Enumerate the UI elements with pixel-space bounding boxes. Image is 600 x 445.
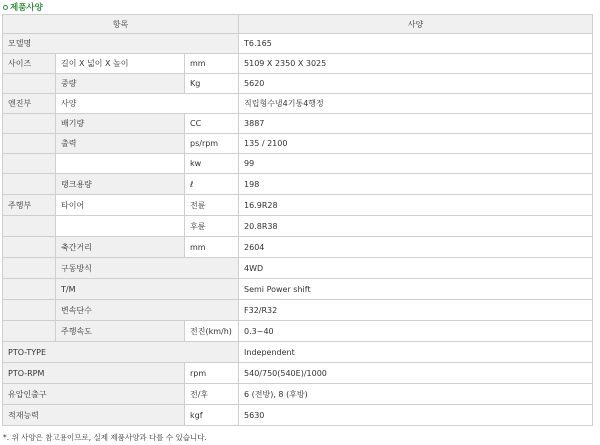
table-row-lift	[3, 405, 593, 426]
size-group-label: 사이즈	[3, 54, 56, 74]
size-label: 길이 X 넓이 X 높이	[56, 54, 185, 74]
engine-group-label: 엔진부	[3, 94, 56, 114]
table-row-output	[3, 134, 593, 154]
drive-value: 4WD	[239, 258, 593, 279]
drive-group-label: 주행부	[3, 195, 56, 216]
empty-cell	[3, 300, 56, 321]
empty-cell	[3, 114, 56, 134]
empty-cell	[3, 279, 56, 300]
header-item: 항목	[3, 15, 239, 34]
table-row-tank	[3, 174, 593, 195]
disclaimer-note: *. 위 사양은 참고용이므로, 실제 제품사양과 다를 수 있습니다.	[3, 433, 207, 442]
spec-table	[2, 14, 593, 426]
empty-cell	[3, 321, 56, 342]
empty-cell	[3, 237, 56, 258]
tank-label: 탱크용량	[56, 174, 185, 195]
table-row-pto-rpm	[3, 363, 593, 384]
size-value: 5109 X 2350 X 3025	[239, 54, 593, 74]
table-row-tire-rear	[3, 216, 593, 237]
pto-rpm-unit: rpm	[185, 363, 239, 384]
empty-cell	[3, 258, 56, 279]
tire-front-unit: 전륜	[185, 195, 239, 216]
speed-label: 주행속도	[56, 321, 185, 342]
weight-value: 5620	[239, 74, 593, 94]
output-kw-unit: kw	[185, 154, 239, 174]
tire-rear-value: 20.8R38	[239, 216, 593, 237]
engine-value: 직립형수냉4기통4행정	[239, 94, 593, 114]
displacement-value: 3887	[239, 114, 593, 134]
tire-label: 타이어	[56, 195, 185, 216]
table-row-gears	[3, 300, 593, 321]
empty-cell	[3, 216, 56, 237]
wheelbase-label: 축간거리	[56, 237, 185, 258]
lift-value: 5630	[239, 405, 593, 426]
model-value: T6.165	[239, 34, 593, 54]
table-row-size	[3, 54, 593, 74]
table-row-tire-front	[3, 195, 593, 216]
table-row-output-kw	[3, 154, 593, 174]
table-row-model	[3, 34, 593, 54]
table-row-pto-type	[3, 342, 593, 363]
speed-value: 0.3~40	[239, 321, 593, 342]
tank-unit: ℓ	[185, 174, 239, 195]
lift-unit: kgf	[185, 405, 239, 426]
output-kw-value: 99	[239, 154, 593, 174]
table-row-weight	[3, 74, 593, 94]
pto-type-value: Independent	[239, 342, 593, 363]
output-value: 135 / 2100	[239, 134, 593, 154]
weight-label: 중량	[56, 74, 185, 94]
pto-rpm-label: PTO-RPM	[3, 363, 185, 384]
table-row-hydraulic	[3, 384, 593, 405]
output-unit: ps/rpm	[185, 134, 239, 154]
table-header-row	[3, 15, 593, 34]
wheelbase-value: 2604	[239, 237, 593, 258]
drive-label: 구동방식	[56, 258, 239, 279]
displacement-unit: CC	[185, 114, 239, 134]
empty-cell	[56, 154, 185, 174]
table-row-drive	[3, 258, 593, 279]
section-heading	[3, 1, 43, 13]
gears-label: 변속단수	[56, 300, 239, 321]
tank-value: 198	[239, 174, 593, 195]
table-row-wheelbase	[3, 237, 593, 258]
speed-unit: 전진(km/h)	[185, 321, 239, 342]
empty-cell	[3, 134, 56, 154]
tire-front-value: 16.9R28	[239, 195, 593, 216]
circle-bullet-icon	[3, 5, 8, 10]
gears-value: F32/R32	[239, 300, 593, 321]
pto-type-label: PTO-TYPE	[3, 342, 239, 363]
hydraulic-value: 6 (전방), 8 (후방)	[239, 384, 593, 405]
table-row-speed	[3, 321, 593, 342]
engine-label: 사양	[56, 94, 239, 114]
hydraulic-label: 유압인출구	[3, 384, 185, 405]
tire-rear-unit: 후륜	[185, 216, 239, 237]
table-row-displacement	[3, 114, 593, 134]
empty-cell	[56, 216, 185, 237]
table-row-tm	[3, 279, 593, 300]
empty-cell	[3, 174, 56, 195]
wheelbase-unit: mm	[185, 237, 239, 258]
tm-label: T/M	[56, 279, 239, 300]
size-unit: mm	[185, 54, 239, 74]
empty-cell	[3, 74, 56, 94]
tm-value: Semi Power shift	[239, 279, 593, 300]
table-row-engine	[3, 94, 593, 114]
empty-cell	[3, 154, 56, 174]
pto-rpm-value: 540/750(540E)/1000	[239, 363, 593, 384]
lift-label: 적재능력	[3, 405, 185, 426]
section-title: 제품사양	[10, 3, 43, 13]
header-spec: 사양	[239, 15, 593, 34]
displacement-label: 배기량	[56, 114, 185, 134]
model-label: 모델명	[3, 34, 239, 54]
output-label: 출력	[56, 134, 185, 154]
weight-unit: Kg	[185, 74, 239, 94]
hydraulic-unit: 전/후	[185, 384, 239, 405]
